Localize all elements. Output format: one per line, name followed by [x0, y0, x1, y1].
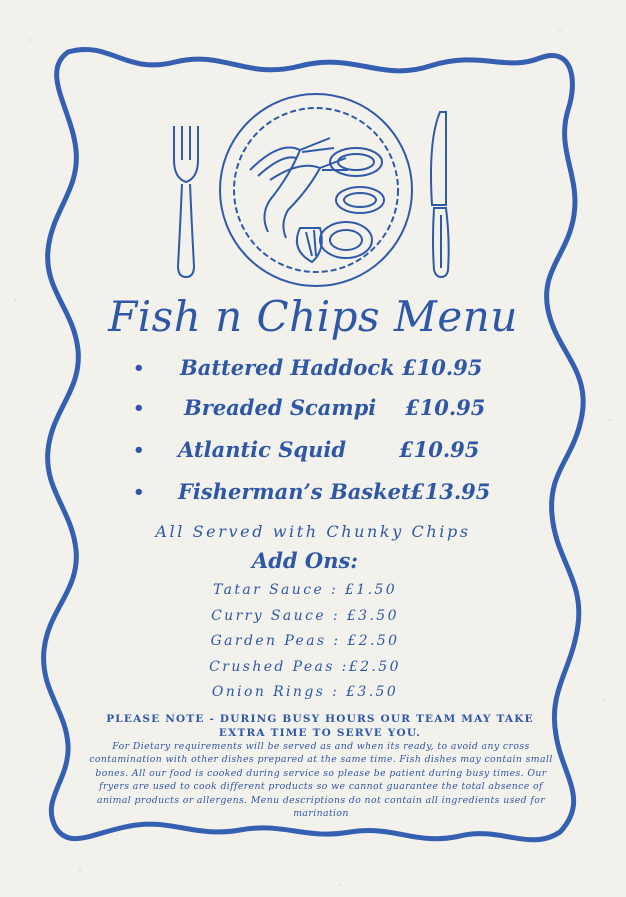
item-price: £10.95 — [402, 355, 483, 380]
addon-item: Tatar Sauce : £1.50 — [212, 582, 398, 598]
busy-hours-notice: PLEASE NOTE - DURING BUSY HOURS OUR TEAM MAY TAKE EXTRA TIME TO SERVE YOU. — [106, 713, 534, 739]
item-price: £10.95 — [405, 395, 486, 420]
item-name: Fisherman’s Basket — [178, 479, 411, 504]
item-price: £10.95 — [399, 437, 480, 462]
bullet-icon: • — [133, 358, 145, 379]
seafood-plate-icon — [220, 94, 412, 286]
bullet-icon: • — [133, 440, 145, 461]
item-price: £13.95 — [410, 479, 491, 504]
item-name: Breaded Scampi — [184, 395, 377, 420]
knife-icon — [431, 112, 449, 277]
bullet-icon: • — [133, 398, 145, 419]
addon-item: Onion Rings : £3.50 — [211, 684, 399, 700]
bullet-icon: • — [133, 482, 145, 503]
addon-item: Crushed Peas :£2.50 — [209, 658, 401, 675]
addon-item: Garden Peas : £2.50 — [210, 633, 400, 649]
fork-icon — [174, 126, 198, 277]
addons-heading: Add Ons: — [251, 548, 359, 573]
item-name: Battered Haddock — [180, 355, 395, 380]
menu-title: Fish n Chips Menu — [108, 292, 518, 341]
served-with-note: All Served with Chunky Chips — [155, 522, 471, 541]
addon-item: Curry Sauce : £3.50 — [211, 607, 399, 624]
item-name: Atlantic Squid — [178, 437, 347, 462]
dietary-disclaimer: For Dietary requirements will be served as and when its ready, to avoid any cross contamination with other dishes prepared at the same time. Fish dishes may contain small bones. All our food is cooked during service so please be patient during busy times. Our fryers are used to cook different products so we cannot guarantee the total absence of animal products or allergens. Menu descriptions do not contain all ingredients used for marination — [89, 741, 553, 820]
addons-list — [0, 582, 610, 710]
